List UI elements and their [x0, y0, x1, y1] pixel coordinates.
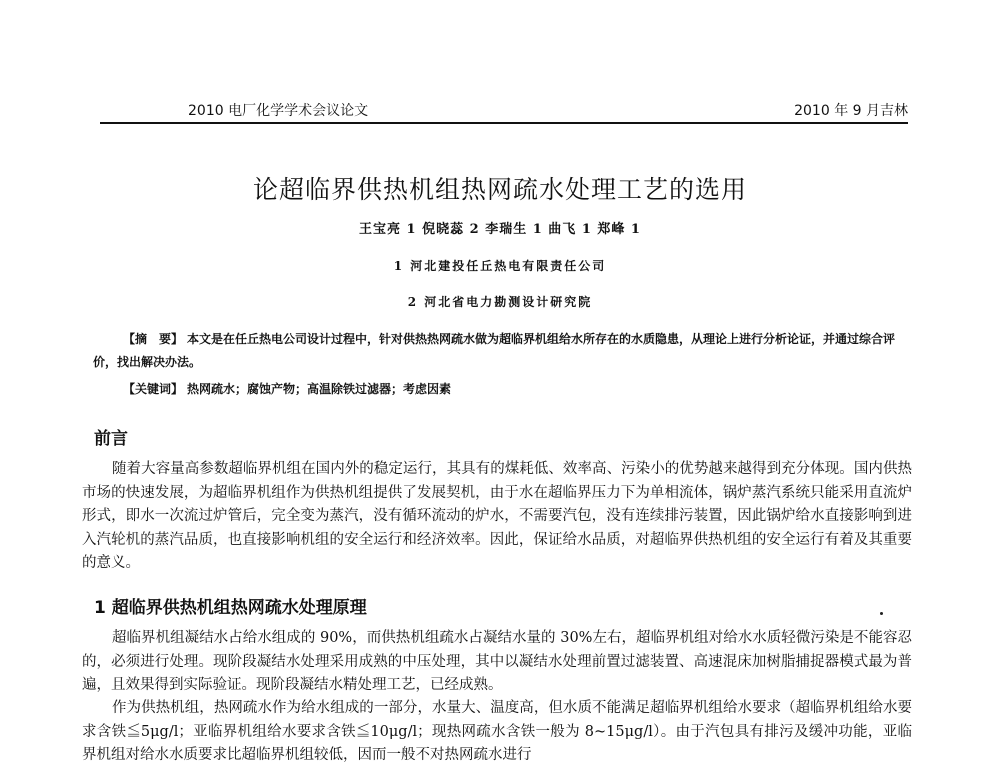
- author-list: 王宝亮 1 倪晓蕊 2 李瑞生 1 曲飞 1 郑峰 1: [359, 222, 641, 237]
- affiliation-2: 2 河北省电力勘测设计研究院: [407, 295, 593, 309]
- abstract-label: 【摘 要】: [123, 332, 184, 346]
- keywords: [123, 380, 910, 397]
- paper-title: 论超临界供热机组热网疏水处理工艺的选用: [252, 175, 747, 204]
- scan-speck: [880, 612, 883, 615]
- running-header: [100, 100, 908, 124]
- abstract: [93, 328, 910, 374]
- paragraph-section1-2: 作为供热机组，热网疏水作为给水组成的一部分，水量大、温度高，但水质不能满足超临界机组给水要求（超临界机组给水要求含铁≦5μg/l；亚临界机组给水要求含铁≦10μg/l；现热网疏水含铁一般为 8~15μg/l）。由于汽包具有排污及缓冲功能，亚临界机组对给水水质要求比超临界机组较低，因而一般不对热网疏水进行: [82, 700, 912, 763]
- header-conference: 2010 电厂化学学术会议论文: [188, 103, 369, 119]
- keywords-text: 热网疏水；腐蚀产物；高温除铁过滤器；考虑因素: [187, 382, 452, 396]
- keywords-label: 【关键词】: [123, 382, 184, 396]
- header-date-location: 2010 年 9 月吉林: [794, 103, 908, 119]
- section-heading-preface: 前言: [94, 429, 128, 449]
- abstract-text: 本文是在任丘热电公司设计过程中，针对供热热网疏水做为超临界机组给水所存在的水质隐患，从理论上进行分析论证，并通过综合评价，找出解决办法。: [93, 332, 896, 369]
- paragraph-preface: 随着大容量高参数超临界机组在国内外的稳定运行，其具有的煤耗低、效率高、污染小的优势越来越得到充分体现。国内供热市场的快速发展，为超临界机组作为供热机组提供了发展契机，由于水在超临界压力下为单相流体，锅炉蒸汽系统只能采用直流炉形式，即水一次流过炉管后，完全变为蒸汽，没有循环流动的炉水，不需要汽包，没有连续排污装置，因此锅炉给水直接影响到进入汽轮机的蒸汽品质，也直接影响机组的安全运行和经济效率。因此，保证给水品质，对超临界供热机组的安全运行有着及其重要的意义。: [82, 461, 912, 571]
- section-heading-1: 1 超临界供热机组热网疏水处理原理: [94, 598, 367, 618]
- paragraph-section1-1: 超临界机组凝结水占给水组成的 90%，而供热机组疏水占凝结水量的 30%左右，超临界机组对给水水质轻微污染是不能容忍的，必须进行处理。现阶段凝结水处理采用成熟的中压处理，其中以凝结水处理前置过滤装置、高速混床加树脂捕捉器模式最为普遍，且效果得到实际验证。现阶段凝结水精处理工艺，已经成熟。: [82, 630, 912, 693]
- affiliation-1: 1 河北建投任丘热电有限责任公司: [393, 259, 607, 273]
